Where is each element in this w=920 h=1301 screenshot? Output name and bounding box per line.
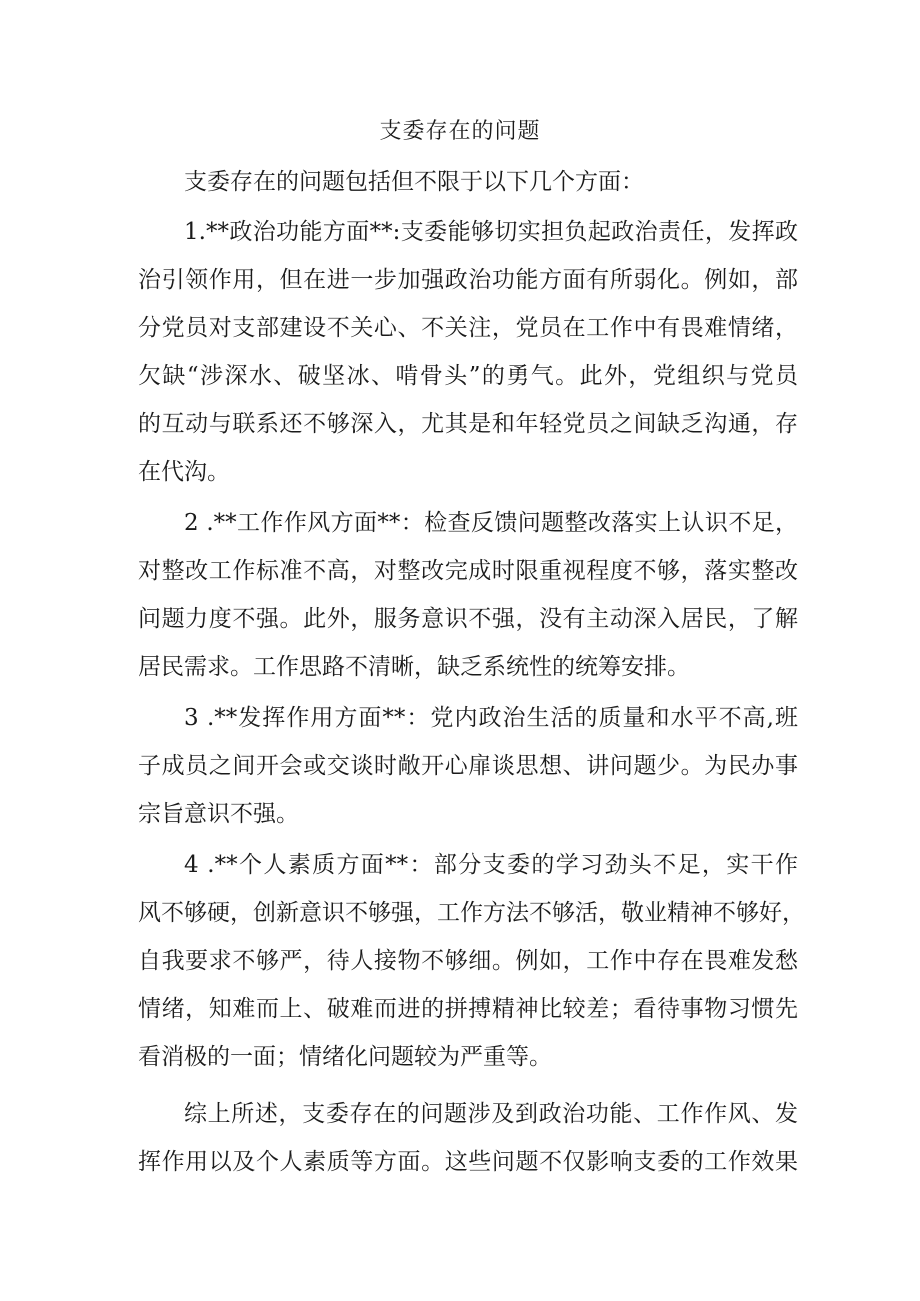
section-1-line-2: 治引领作用，但在进一步加强政治功能方面有所弱化。例如，部 (138, 267, 798, 293)
section-4-line-5: 看消极的一面；情绪化问题较为严重等。 (138, 1044, 552, 1070)
section-4-line-2: 风不够硬，创新意识不够强，工作方法不够活，敬业精神不够好， (138, 900, 805, 926)
document-title: 支委存在的问题 (379, 119, 541, 144)
section-3-line-2: 子成员之间开会或交谈时敞开心扉谈思想、讲问题少。为民办事 (138, 753, 798, 779)
conclusion-line-1: 综上所述，支委存在的问题涉及到政治功能、工作作风、发 (184, 1101, 798, 1127)
intro-paragraph: 支委存在的问题包括但不限于以下几个方面： (184, 169, 644, 195)
conclusion-line-2: 挥作用以及个人素质等方面。这些问题不仅影响支委的工作效果 (138, 1149, 798, 1175)
section-2-line-2: 对整改工作标准不高，对整改完成时限重视程度不够，落实整改 (138, 558, 798, 584)
section-3-line-3: 宗旨意识不强。 (138, 801, 299, 827)
section-1-line-6: 在代沟。 (138, 459, 230, 485)
section-4-line-4: 情绪，知难而上、破难而进的拼搏精神比较差；看待事物习惯先 (138, 996, 798, 1022)
section-1-line-3: 分党员对支部建设不关心、不关注，党员在工作中有畏难情绪， (138, 315, 798, 341)
section-1-line-4: 欠缺“涉深水、破坚冰、啃骨头”的勇气。此外，党组织与党员 (138, 363, 798, 389)
section-4-line-3: 自我要求不够严，待人接物不够细。例如，工作中存在畏难发愁 (138, 948, 798, 974)
section-2-line-1: 2 .**工作作风方面**：检查反馈问题整改落实上认识不足， (184, 510, 798, 536)
section-1-line-1: 1.**政治功能方面**:支委能够切实担负起政治责任，发挥政 (184, 219, 798, 245)
section-2-line-4: 居民需求。工作思路不清晰，缺乏系统性的统筹安排。 (138, 654, 690, 680)
section-2-line-3: 问题力度不强。此外，服务意识不强，没有主动深入居民，了解 (138, 606, 798, 632)
section-1-line-5: 的互动与联系还不够深入，尤其是和年轻党员之间缺乏沟通，存 (138, 411, 798, 437)
section-4-line-1: 4 .**个人素质方面**：部分支委的学习劲头不足，实干作 (184, 852, 798, 878)
section-3-line-1: 3 .**发挥作用方面**：党内政治生活的质量和水平不高,班 (184, 705, 798, 731)
